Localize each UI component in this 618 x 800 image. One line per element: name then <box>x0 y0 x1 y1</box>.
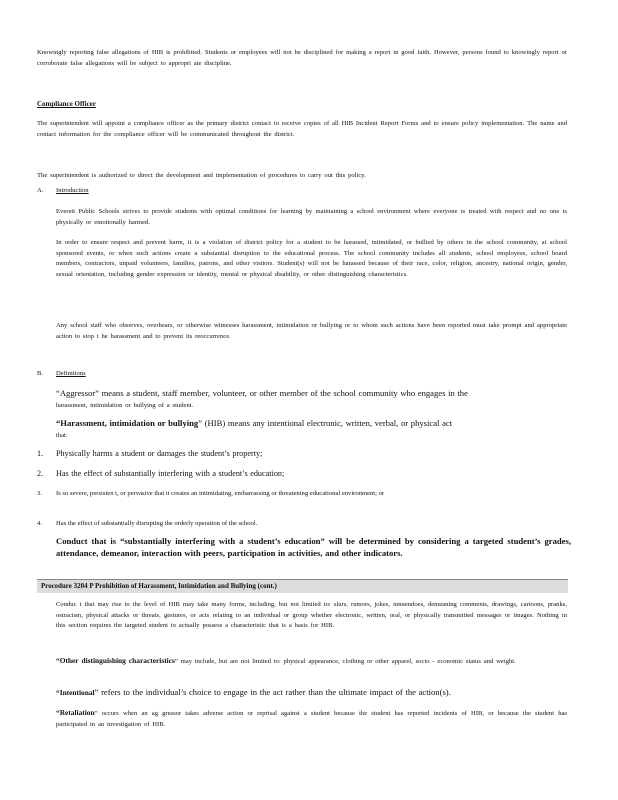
item-number: 2. <box>37 469 44 478</box>
conduct-forms-paragraph: Conduc t that may rise to the level of HIB may take many forms, including, but not limited to: slurs, rumors, jokes, innuendoes, demeaning comments, drawings, cartoons, pranks, ostracism, physical attacks or threats, gestures, or acts relating to an individual or group whether electronic, written, oral, or physically transmitted messages or images. Nothing in this section requires the targeted student to actually possess a characteristic that is a basis for HIB. <box>56 601 567 629</box>
procedure-title: Procedure 3204 P Prohibition of Harassment, Intimidation and Bullying (cont.) <box>41 582 277 590</box>
item-number: 3. <box>37 490 42 497</box>
false-allegations-paragraph: Knowingly reporting false allegations of HIB is prohibited. Students or employees will not be disciplined for making a report in good faith. However, persons found to knowingly report or corroborate false allegations will be subject to appropri ate discipline. <box>37 49 567 67</box>
other-text: ” may include, but are not limited to: physical appearance, clothing or other apparel, socio - economic status and weight. <box>174 658 516 665</box>
item-number: 1. <box>37 449 44 458</box>
section-a-label: A. <box>37 187 44 194</box>
item-text: Has the effect of substantially disrupting the orderly operation of the school. <box>56 520 258 527</box>
aggressor-definition: “Aggressor” means a student, staff member, volunteer, or other member of the school community who engages in the <box>56 388 468 398</box>
other-term: “Other distinguishing characteristics <box>56 656 175 665</box>
hib-definition-text: ” (HIB) means any intentional electronic, written, verbal, or physical act <box>198 418 453 428</box>
section-b-title: Definitions <box>56 370 86 377</box>
intro-paragraph-3: Any school staff who observes, overhears, or otherwise witnesses harassment, intimidation or bullying or to whom such actions have been reported must take prompt and appropriate action to stop t he harassment and to prevent its reoccurrence. <box>56 322 567 340</box>
section-a-title: Introduction <box>56 187 89 194</box>
intentional-text: ” refers to the individual’s choice to engage in the act rather than the ultimate impact of the action(s). <box>94 687 451 697</box>
item-text: Is so severe, persisten t, or pervasive that it creates an intimidating, embarrassing or threatening educational environment; or <box>56 490 385 497</box>
item-number: 4. <box>37 520 42 527</box>
section-b-label: B. <box>37 370 44 377</box>
procedure-header-bar <box>37 579 568 593</box>
intro-paragraph-1: Everett Public Schools strives to provide students with optimal conditions for learning by maintaining a school environment where everyone is treated with respect and no one is physically or emotionally harmed. <box>56 208 567 226</box>
retaliation-text: ” occurs when an ag gressor takes adverse action or reprisal against a student because the student has reported incidents of HIB, or because the student has participated in an investigation of HIB. <box>56 710 567 728</box>
section-a-heading <box>37 187 89 194</box>
intentional-term: “Intentional <box>56 688 95 697</box>
aggressor-definition-cont: harassment, intimidation or bullying of a student. <box>56 402 194 409</box>
compliance-officer-heading: Compliance Officer <box>37 100 96 108</box>
superintendent-paragraph: The superintendent is authorized to direct the development and implementation of procedures to carry out this policy. <box>37 172 366 179</box>
conduct-determination: Conduct that is “substantially interfering with a student’s education” will be determined by considering a targeted student’s grades, attendance, demeanor, interaction with peers, participation in activities, and other indicators. <box>56 536 571 558</box>
retaliation-term: “Retaliation <box>56 708 95 717</box>
item-text: Physically harms a student or damages the student’s property; <box>56 449 263 458</box>
compliance-paragraph: The superintendent will appoint a compliance officer as the primary district contact to receive copies of all HIB Incident Report Forms and to ensure policy implementation. The name and contact information for the compliance officer will be communicated throughout the district. <box>37 120 567 138</box>
retaliation-definition <box>56 708 567 730</box>
intentional-definition <box>56 687 567 699</box>
item-text: Has the effect of substantially interfering with a student’s education; <box>56 469 285 478</box>
hib-definition <box>56 418 567 430</box>
intro-paragraph-2: In order to ensure respect and prevent harm, it is a violation of district policy for a student to be harassed, intimidated, or bullied by others in the school community, at school sponsored events, or when such actions create a substantial disruption to the educational process. The school community includes all students, school employees, school board members, contractors, unpaid volunteers, families, patrons, and other visitors. Student(s) will not be harassed because of their race, color, religion, ancestry, national origin, gender, sexual orientation, including gender expression or identity, mental or physical disability, or other distinguishing characteristics. <box>56 239 567 278</box>
hib-term: “Harassment, intimidation or bullying <box>56 418 199 428</box>
other-characteristics-definition <box>56 656 567 668</box>
hib-definition-cont: that: <box>56 432 68 439</box>
section-b-heading <box>37 370 86 377</box>
